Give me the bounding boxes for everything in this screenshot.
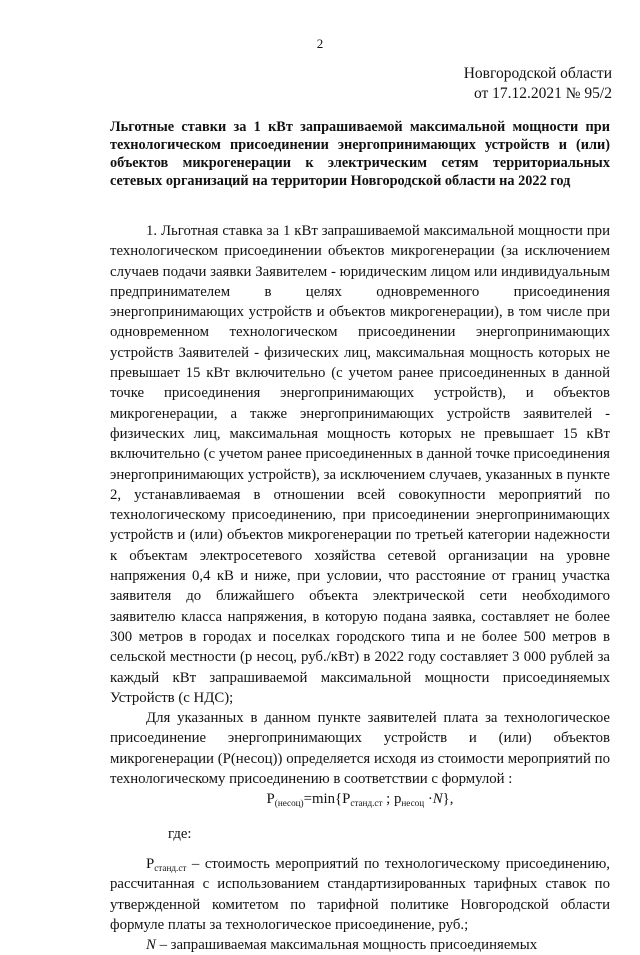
definition-p-stand bbox=[110, 854, 610, 935]
document-body bbox=[110, 221, 610, 955]
def1-text: – стоимость мероприятий по технологическому присоединению, рассчитанная с использованием стандартизированных тарифных ставок по утвержденной комитетом по тарифной политике Новгородской области формуле платы за технологическое присоединение, руб.; bbox=[110, 855, 610, 933]
formula bbox=[110, 789, 610, 809]
formula-lhs: P bbox=[266, 791, 275, 808]
formula-close: }, bbox=[442, 791, 454, 808]
def1-symbol: P bbox=[146, 855, 155, 872]
formula-term2-sub: несоц bbox=[401, 798, 425, 809]
where-label: где: bbox=[168, 825, 192, 842]
reference-region: Новгородской области bbox=[463, 65, 612, 82]
paragraph-2: Для указанных в данном пункте заявителей плата за технологическое присоединение энергопринимающих устройств и (или) объектов микрогенерации (P(несоц)) определяется исходя из стоимости мероприятий по технологическому присоединению в соответствии с формулой : bbox=[110, 710, 610, 788]
def2-symbol: N bbox=[146, 937, 156, 954]
formula-term1-sub: станд.ст bbox=[350, 798, 383, 809]
reference-date-number: от 17.12.2021 № 95/2 bbox=[473, 85, 612, 102]
formula-term1: P bbox=[342, 791, 351, 808]
def2-text: – запрашиваемая максимальная мощность присоединяемых bbox=[155, 937, 538, 954]
formula-lhs-sub: (несоц) bbox=[274, 798, 304, 809]
page-number: 2 bbox=[316, 36, 324, 51]
formula-sep: ; p bbox=[382, 791, 402, 808]
formula-var: N bbox=[432, 791, 443, 808]
document-title: Льготные ставки за 1 кВт запрашиваемой максимальной мощности при технологическом присоединении энергопринимающих устройств и (или) объектов микрогенерации к электрическим сетям территориальных сетевых организаций на территории Новгородской области на 2022 год bbox=[110, 119, 610, 189]
formula-dot: · bbox=[424, 791, 433, 808]
formula-eq: =min{ bbox=[303, 791, 343, 808]
document-reference bbox=[464, 64, 612, 104]
def1-symbol-sub: станд.ст bbox=[154, 863, 187, 874]
definition-n bbox=[110, 935, 610, 955]
paragraph-1: 1. Льготная ставка за 1 кВт запрашиваемой максимальной мощности при технологическом присоединении объектов микрогенерации (за исключением случаев подачи заявки Заявителем - юридическим лицом или индивидуальным предпринимателем в целях одновременного присоединения энергопринимающих устройств и объектов микрогенерации), в том числе при одновременном технологическом присоединении энергопринимающих устройств Заявителей - физических лиц, максимальная мощность которых не превышает 15 кВт включительно (с учетом ранее присоединенных в данной точке присоединения энергопринимающих устройств), и объектов микрогенерации, а также энергопринимающих устройств заявителей - физических лиц, максимальная мощность которых не превышает 15 кВт включительно (с учетом ранее присоединенных в данной точке присоединения энергопринимающих устройств), за исключением случаев, указанных в пункте 2, устанавливаемая в отношении всей совокупности мероприятий по технологическому присоединению, при присоединении энергопринимающих устройств и (или) объектов микрогенерации по третьей категории надежности к объектам электросетевого хозяйства сетевой организации на уровне напряжения 0,4 кВ и ниже, при условии, что расстояние от границ участка заявителя до ближайшего объекта электрической сети необходимого заявителю класса напряжения, в которую подана заявка, составляет не более 300 метров в городах и поселках городского типа и не более 500 метров в сельской местности (p несоц, руб./кВт) в 2022 году составляет 3 000 рублей за каждый кВт запрашиваемой максимальной мощности присоединяемых Устройств (с НДС); bbox=[110, 223, 610, 706]
